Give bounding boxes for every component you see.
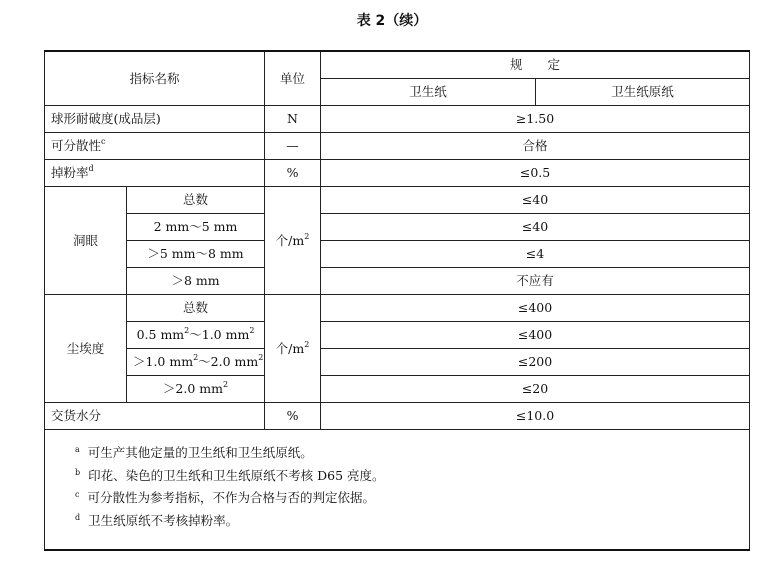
row-unit: %	[265, 403, 321, 430]
table-row	[45, 268, 750, 295]
table-row	[45, 403, 750, 430]
row-value: ≤10.0	[321, 403, 750, 430]
row-value: ≤40	[321, 187, 750, 214]
table-row	[45, 241, 750, 268]
header-name: 指标名称	[45, 51, 265, 106]
row-value: ≤400	[321, 295, 750, 322]
row-name: 可分散性$^c$	[45, 133, 265, 160]
dirt-group-name: 尘埃度	[45, 295, 127, 403]
table-row	[45, 133, 750, 160]
dirt-unit: 个$/m^2$	[265, 295, 321, 403]
holes-unit: 个$/m^2$	[265, 187, 321, 295]
footnotes	[45, 430, 750, 551]
row-value: ≤200	[321, 349, 750, 376]
table-row	[45, 214, 750, 241]
row-value: ≤4	[321, 241, 750, 268]
table-caption: 表 2（续）	[356, 13, 428, 29]
row-value: ≤40	[321, 214, 750, 241]
holes-group-name: 洞眼	[45, 187, 127, 295]
table-row	[45, 322, 750, 349]
footnote: $^d$ 卫生纸原纸不考核掉粉率。	[75, 512, 239, 528]
table-row	[45, 106, 750, 133]
row-value: 不应有	[321, 268, 750, 295]
header-spec: 规 定	[321, 51, 750, 79]
footnote: $^a$ 可生产其他定量的卫生纸和卫生纸原纸。	[75, 445, 313, 460]
row-value: ≥1.50	[321, 106, 750, 133]
row-name: 交货水分	[45, 403, 265, 430]
table-notes	[45, 430, 750, 551]
row-sub-label: ＞8 mm	[127, 268, 265, 295]
table-row	[45, 295, 750, 322]
table-row	[45, 376, 750, 403]
row-name: 球形耐破度(成品层)	[45, 106, 265, 133]
row-value: ≤20	[321, 376, 750, 403]
row-sub-label: ＞2.0 $mm^2$	[127, 376, 265, 403]
row-sub-label: ＞5 mm～8 mm	[127, 241, 265, 268]
row-sub-label: 2 mm～5 mm	[127, 214, 265, 241]
row-sub-label: 总数	[127, 295, 265, 322]
header-unit: 单位	[265, 51, 321, 106]
spec-table	[44, 50, 750, 551]
footnote: $^c$ 可分散性为参考指标，不作为合格与否的判定依据。	[75, 490, 375, 505]
table-row	[45, 349, 750, 376]
table-row	[45, 187, 750, 214]
header-col-base-paper: 卫生纸原纸	[536, 79, 750, 106]
row-value: 合格	[321, 133, 750, 160]
row-unit: %	[265, 160, 321, 187]
footnote: $^b$ 印花、染色的卫生纸和卫生纸原纸不考核 D65 亮度。	[75, 467, 385, 483]
table-row	[45, 160, 750, 187]
row-name: 掉粉率$^d$	[45, 160, 265, 187]
header-col-toilet-paper: 卫生纸	[321, 79, 536, 106]
row-value: ≤0.5	[321, 160, 750, 187]
row-unit: N	[265, 106, 321, 133]
row-value: ≤400	[321, 322, 750, 349]
row-unit: —	[265, 133, 321, 160]
row-sub-label: ＞1.0 $mm^2\sim 2.0$ $mm^2$	[127, 349, 265, 376]
row-sub-label: 0.5 $mm^2\sim 1.0$ $mm^2$	[127, 322, 265, 349]
row-sub-label: 总数	[127, 187, 265, 214]
